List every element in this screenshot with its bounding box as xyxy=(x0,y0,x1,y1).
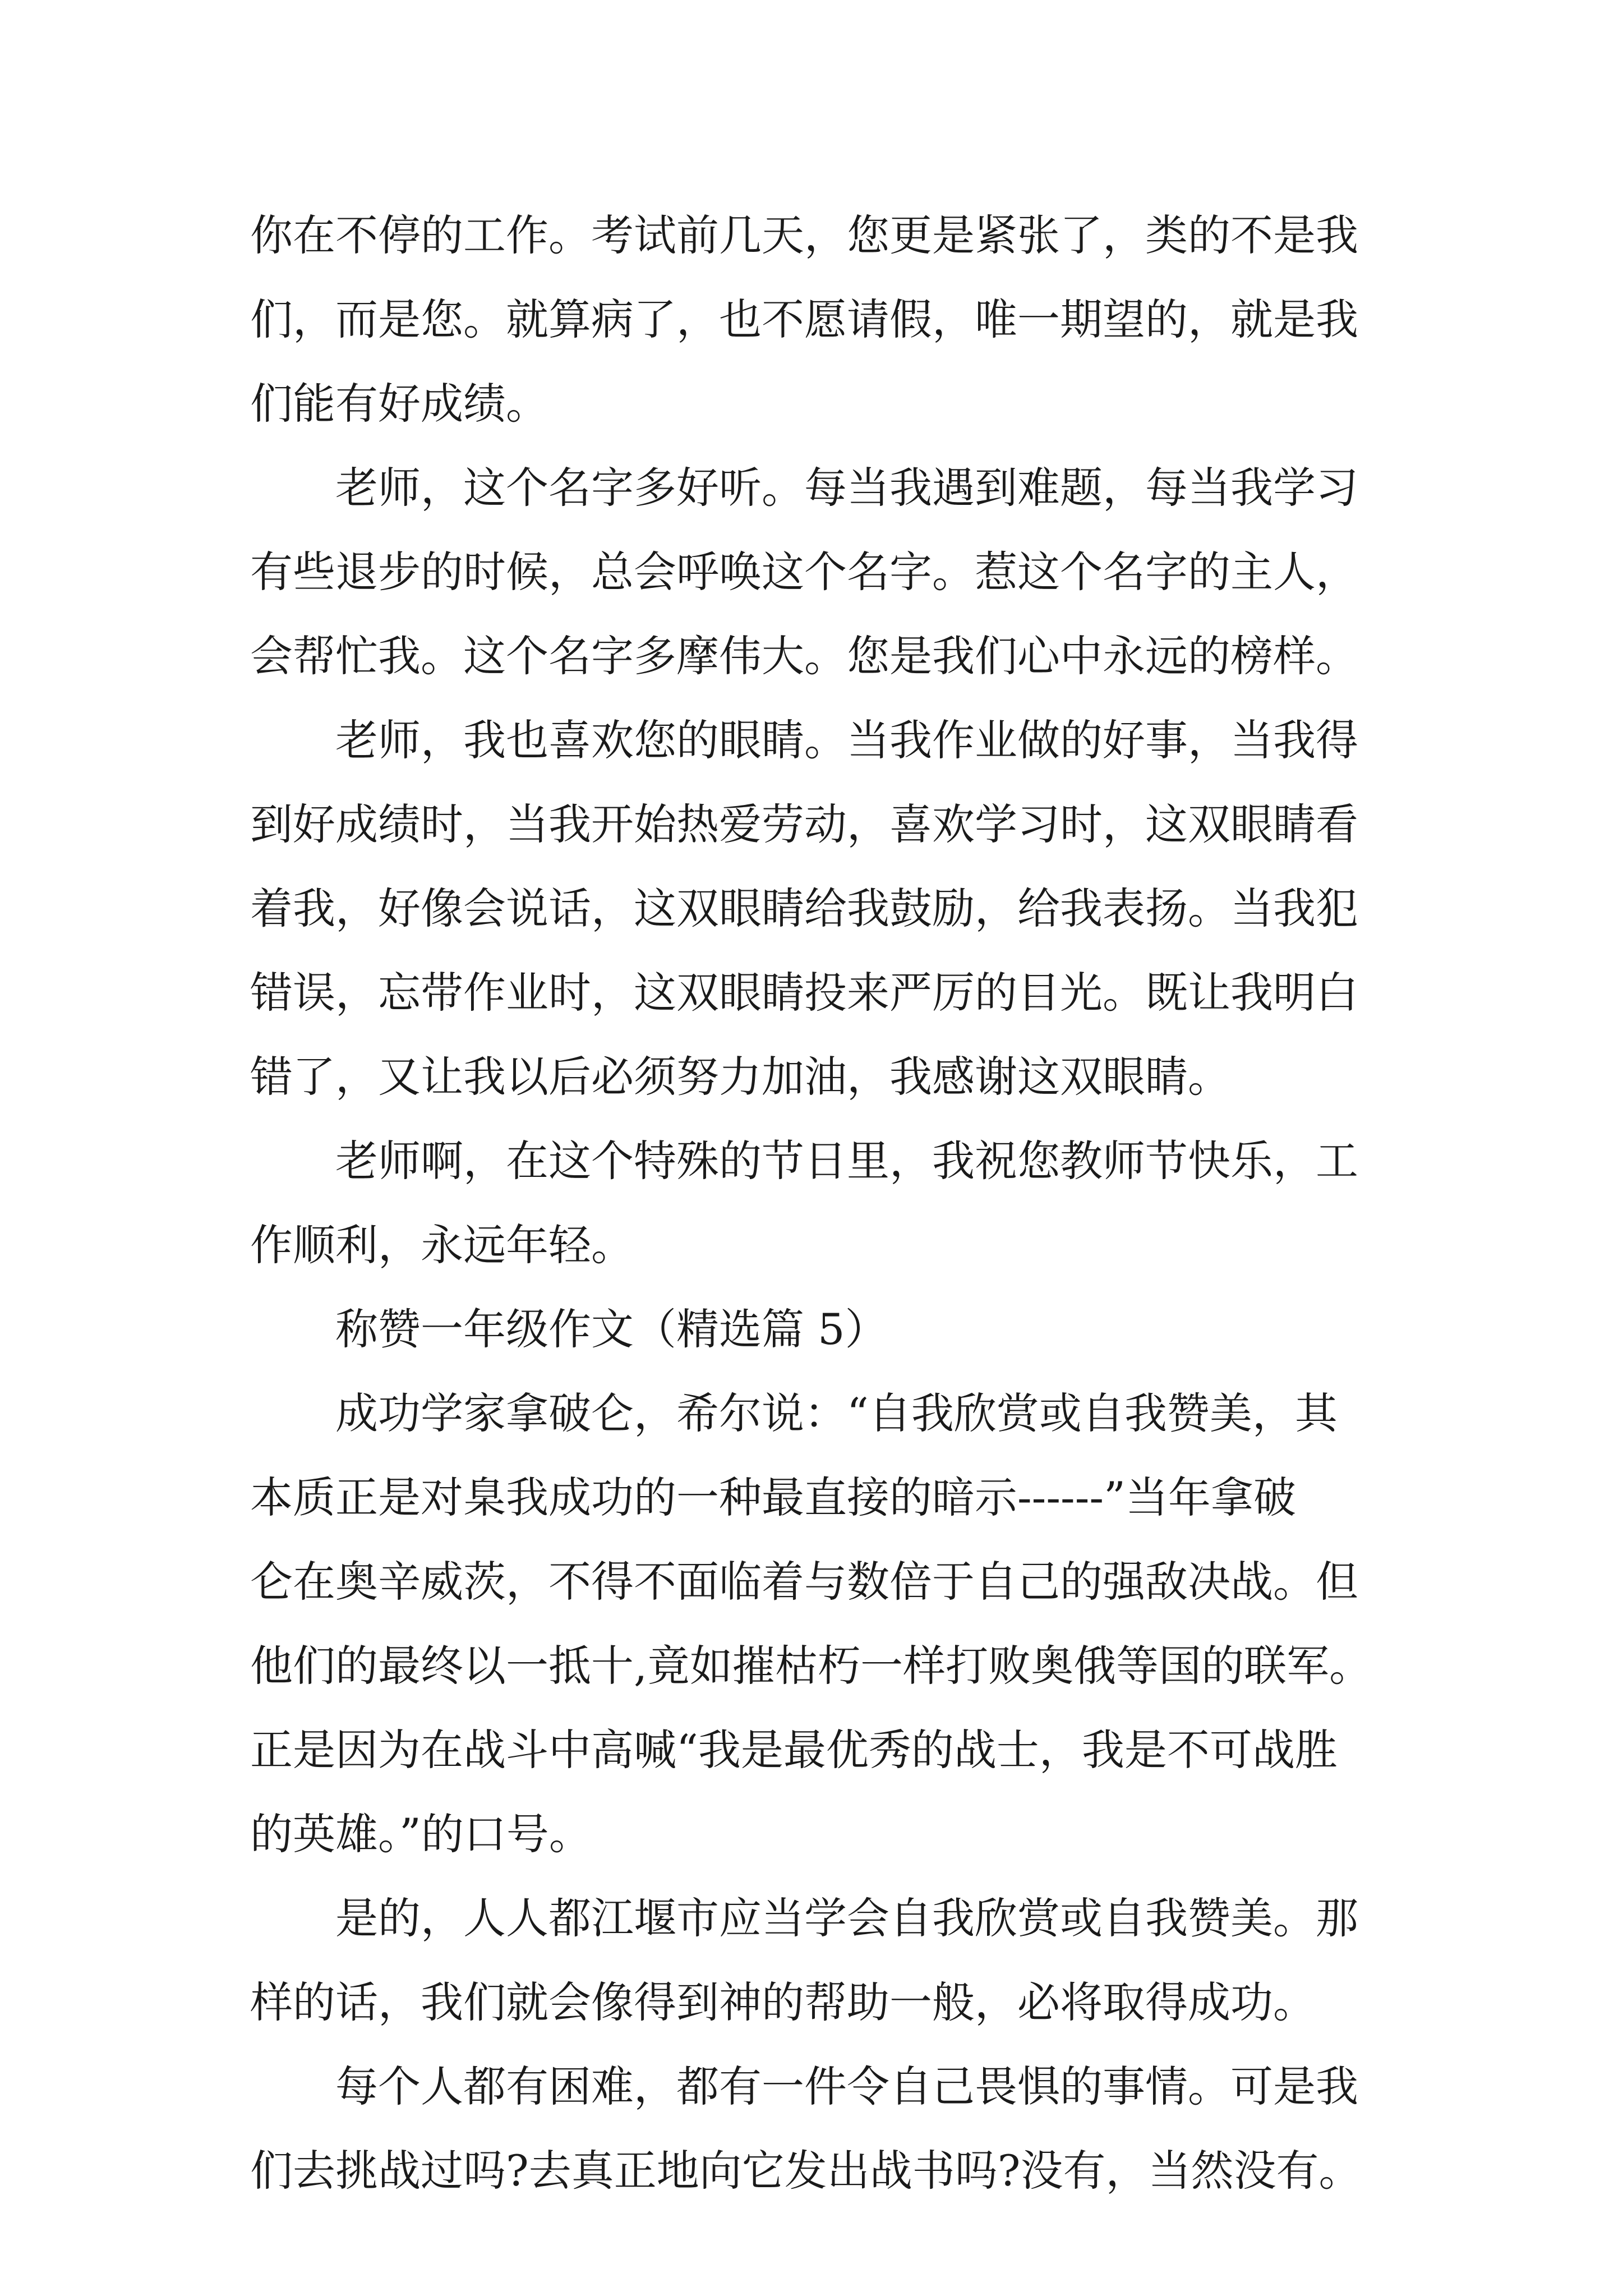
text-line: 到好成绩时，当我开始热爱劳动，喜欢学习时，这双眼睛看 xyxy=(250,799,1358,849)
document-body xyxy=(250,194,1394,2213)
text-line: 着我，好像会说话，这双眼睛给我鼓励，给我表扬。当我犯 xyxy=(250,884,1358,933)
text-line: 本质正是对臬我成功的一种最直接的暗示------”当年拿破 xyxy=(250,1473,1296,1522)
text-line: 们，而是您。就算病了，也不愿请假，唯一期望的，就是我 xyxy=(250,295,1358,344)
text-line: 们能有好成绩。 xyxy=(250,379,548,429)
text-line: 们去挑战过吗?去真正地向它发出战书吗?没有，当然没有。 xyxy=(250,2146,1362,2196)
text-line: 有些退步的时候，总会呼唤这个名字。惹这个名字的主人， xyxy=(250,547,1358,597)
text-line: 样的话，我们就会像得到神的帮助一般，必将取得成功。 xyxy=(250,1977,1316,2027)
paragraph-start-line: 成功学家拿破仑，希尔说：“自我欣赏或自我赞美，其 xyxy=(335,1388,1338,1438)
paragraph-start-line: 老师啊，在这个特殊的节日里，我祝您教师节快乐，工 xyxy=(335,1136,1358,1186)
text-line: 会帮忙我。这个名字多摩伟大。您是我们心中永远的榜样。 xyxy=(250,631,1358,681)
paragraph-start-line: 老师，我也喜欢您的眼睛。当我作业做的好事，当我得 xyxy=(335,715,1358,765)
text-line: 他们的最终以一抵十,竟如摧枯朽一样打败奥俄等国的联军。 xyxy=(250,1641,1372,1691)
text-line: 错了，又让我以后必须努力加油，我感谢这双眼睛。 xyxy=(250,1052,1230,1102)
section-heading: 称赞一年级作文（精选篇 5） xyxy=(335,1304,888,1354)
text-line: 仑在奥辛威茨，不得不面临着与数倍于自己的强敌决战。但 xyxy=(250,1557,1358,1607)
paragraph-start-line: 是的，人人都江堰市应当学会自我欣赏或自我赞美。那 xyxy=(335,1893,1358,1943)
text-line: 的英雄。”的口号。 xyxy=(250,1809,592,1859)
paragraph-start-line: 老师，这个名字多好听。每当我遇到难题，每当我学习 xyxy=(335,463,1358,513)
text-line: 作顺利，永远年轻。 xyxy=(250,1220,634,1270)
paragraph-start-line: 每个人都有困难，都有一件令自己畏惧的事情。可是我 xyxy=(335,2062,1358,2111)
text-line: 你在不停的工作。考试前几天，您更是紧张了，类的不是我 xyxy=(250,210,1358,260)
text-line: 错误，忘带作业时，这双眼睛投来严厉的目光。既让我明白 xyxy=(250,968,1358,1018)
text-line: 正是因为在战斗中高喊“我是最优秀的战士，我是不可战胜 xyxy=(250,1725,1338,1775)
